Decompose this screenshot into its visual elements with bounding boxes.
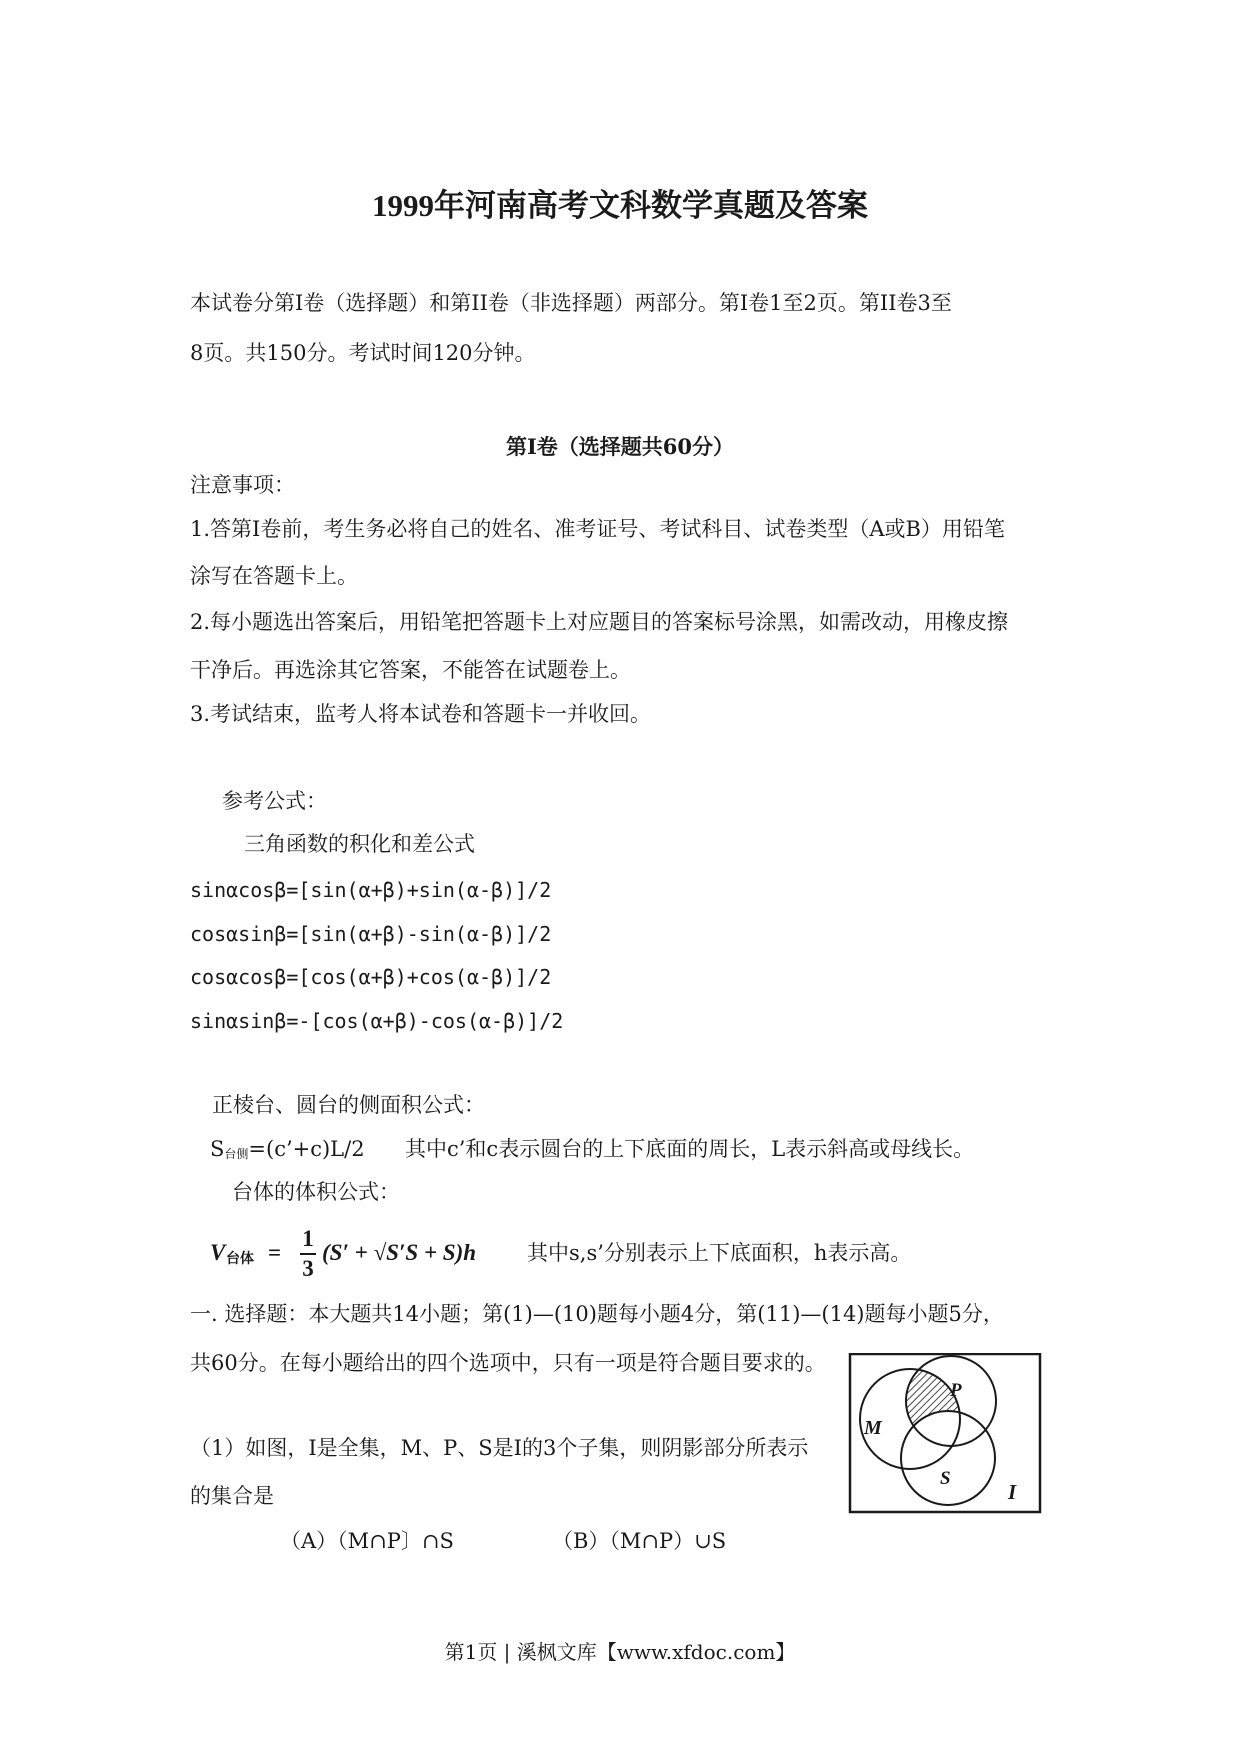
label-m: M xyxy=(864,1417,882,1439)
option-b: （B）（M∩P）∪S xyxy=(552,1529,727,1553)
notes-heading: 注意事项： xyxy=(190,473,295,497)
fraction-bar xyxy=(300,1253,316,1255)
lateral-S: S xyxy=(210,1137,225,1161)
section-heading: 第Ⅰ卷（选择题共60分） xyxy=(505,434,735,459)
volume-equals: = xyxy=(268,1240,282,1265)
trig-formula-1: sinαcosβ=[sin(α+β)+sin(α-β)]/2 xyxy=(190,878,552,902)
trig-formula-3: cosαcosβ=[cos(α+β)+cos(α-β)]/2 xyxy=(190,965,552,989)
lateral-formula xyxy=(210,1139,365,1160)
trig-formula-2: cosαsinβ=[sin(α+β)-sin(α-β)]/2 xyxy=(190,922,552,946)
intro-line-2: 8页。共150分。考试时间120分钟。 xyxy=(190,341,536,365)
trig-heading: 三角函数的积化和差公式 xyxy=(244,832,475,856)
volume-expression: (S′ + √S′S + S)h xyxy=(322,1240,477,1265)
venn-diagram xyxy=(848,1353,1043,1515)
label-p: P xyxy=(950,1380,962,1401)
note-1-line-2: 涂写在答题卡上。 xyxy=(190,564,358,588)
question-1-line-2: 的集合是 xyxy=(190,1484,274,1508)
volume-subscript: 台体 xyxy=(226,1252,254,1267)
volume-note: 其中s,s’分别表示上下底面积，h表示高。 xyxy=(527,1241,912,1265)
volume-V: V xyxy=(210,1240,226,1265)
note-2-line-2: 干净后。再选涂其它答案，不能答在试题卷上。 xyxy=(190,658,631,682)
volume-denominator: 3 xyxy=(302,1256,314,1281)
question-1-line-1: （1）如图，I是全集，M、P、S是I的3个子集，则阴影部分所表示 xyxy=(190,1436,809,1460)
trig-formula-4: sinαsinβ=-[cos(α+β)-cos(α-β)]/2 xyxy=(190,1009,564,1033)
label-i: I xyxy=(1008,1480,1017,1504)
part1-line-2: 共60分。在每小题给出的四个选项中，只有一项是符合题目要求的。 xyxy=(190,1351,826,1375)
note-1-line-1: 1.答第Ⅰ卷前，考生务必将自己的姓名、准考证号、考试科目、试卷类型（A或B）用铅笔 xyxy=(190,517,1005,541)
formulas-heading: 参考公式： xyxy=(222,789,327,813)
part1-line-1: 一. 选择题：本大题共14小题；第(1)—(10)题每小题4分，第(11)—(14)题每小题5分， xyxy=(190,1302,1004,1326)
volume-numerator: 1 xyxy=(302,1226,314,1251)
intro-line-1: 本试卷分第Ⅰ卷（选择题）和第II卷（非选择题）两部分。第Ⅰ卷1至2页。第II卷3至 xyxy=(190,291,952,315)
label-s: S xyxy=(940,1468,951,1489)
page-title: 1999年河南高考文科数学真题及答案 xyxy=(372,188,868,223)
page-footer: 第1页 | 溪枫文库【www.xfdoc.com】 xyxy=(444,1640,796,1664)
lateral-note: 其中c’和c表示圆台的上下底面的周长，L表示斜高或母线长。 xyxy=(405,1137,975,1161)
volume-heading: 台体的体积公式： xyxy=(232,1180,400,1204)
lateral-heading: 正棱台、圆台的侧面积公式： xyxy=(212,1093,485,1117)
lateral-expression: =(c’+c)L/2 xyxy=(248,1137,365,1161)
note-3: 3.考试结束，监考人将本试卷和答题卡一并收回。 xyxy=(190,702,652,726)
option-a: （A）（M∩P〕∩S xyxy=(280,1529,454,1553)
note-2-line-1: 2.每小题选出答案后，用铅笔把答题卡上对应题目的答案标号涂黑，如需改动，用橡皮擦 xyxy=(190,610,1009,634)
lateral-subscript: 台侧 xyxy=(224,1147,249,1161)
